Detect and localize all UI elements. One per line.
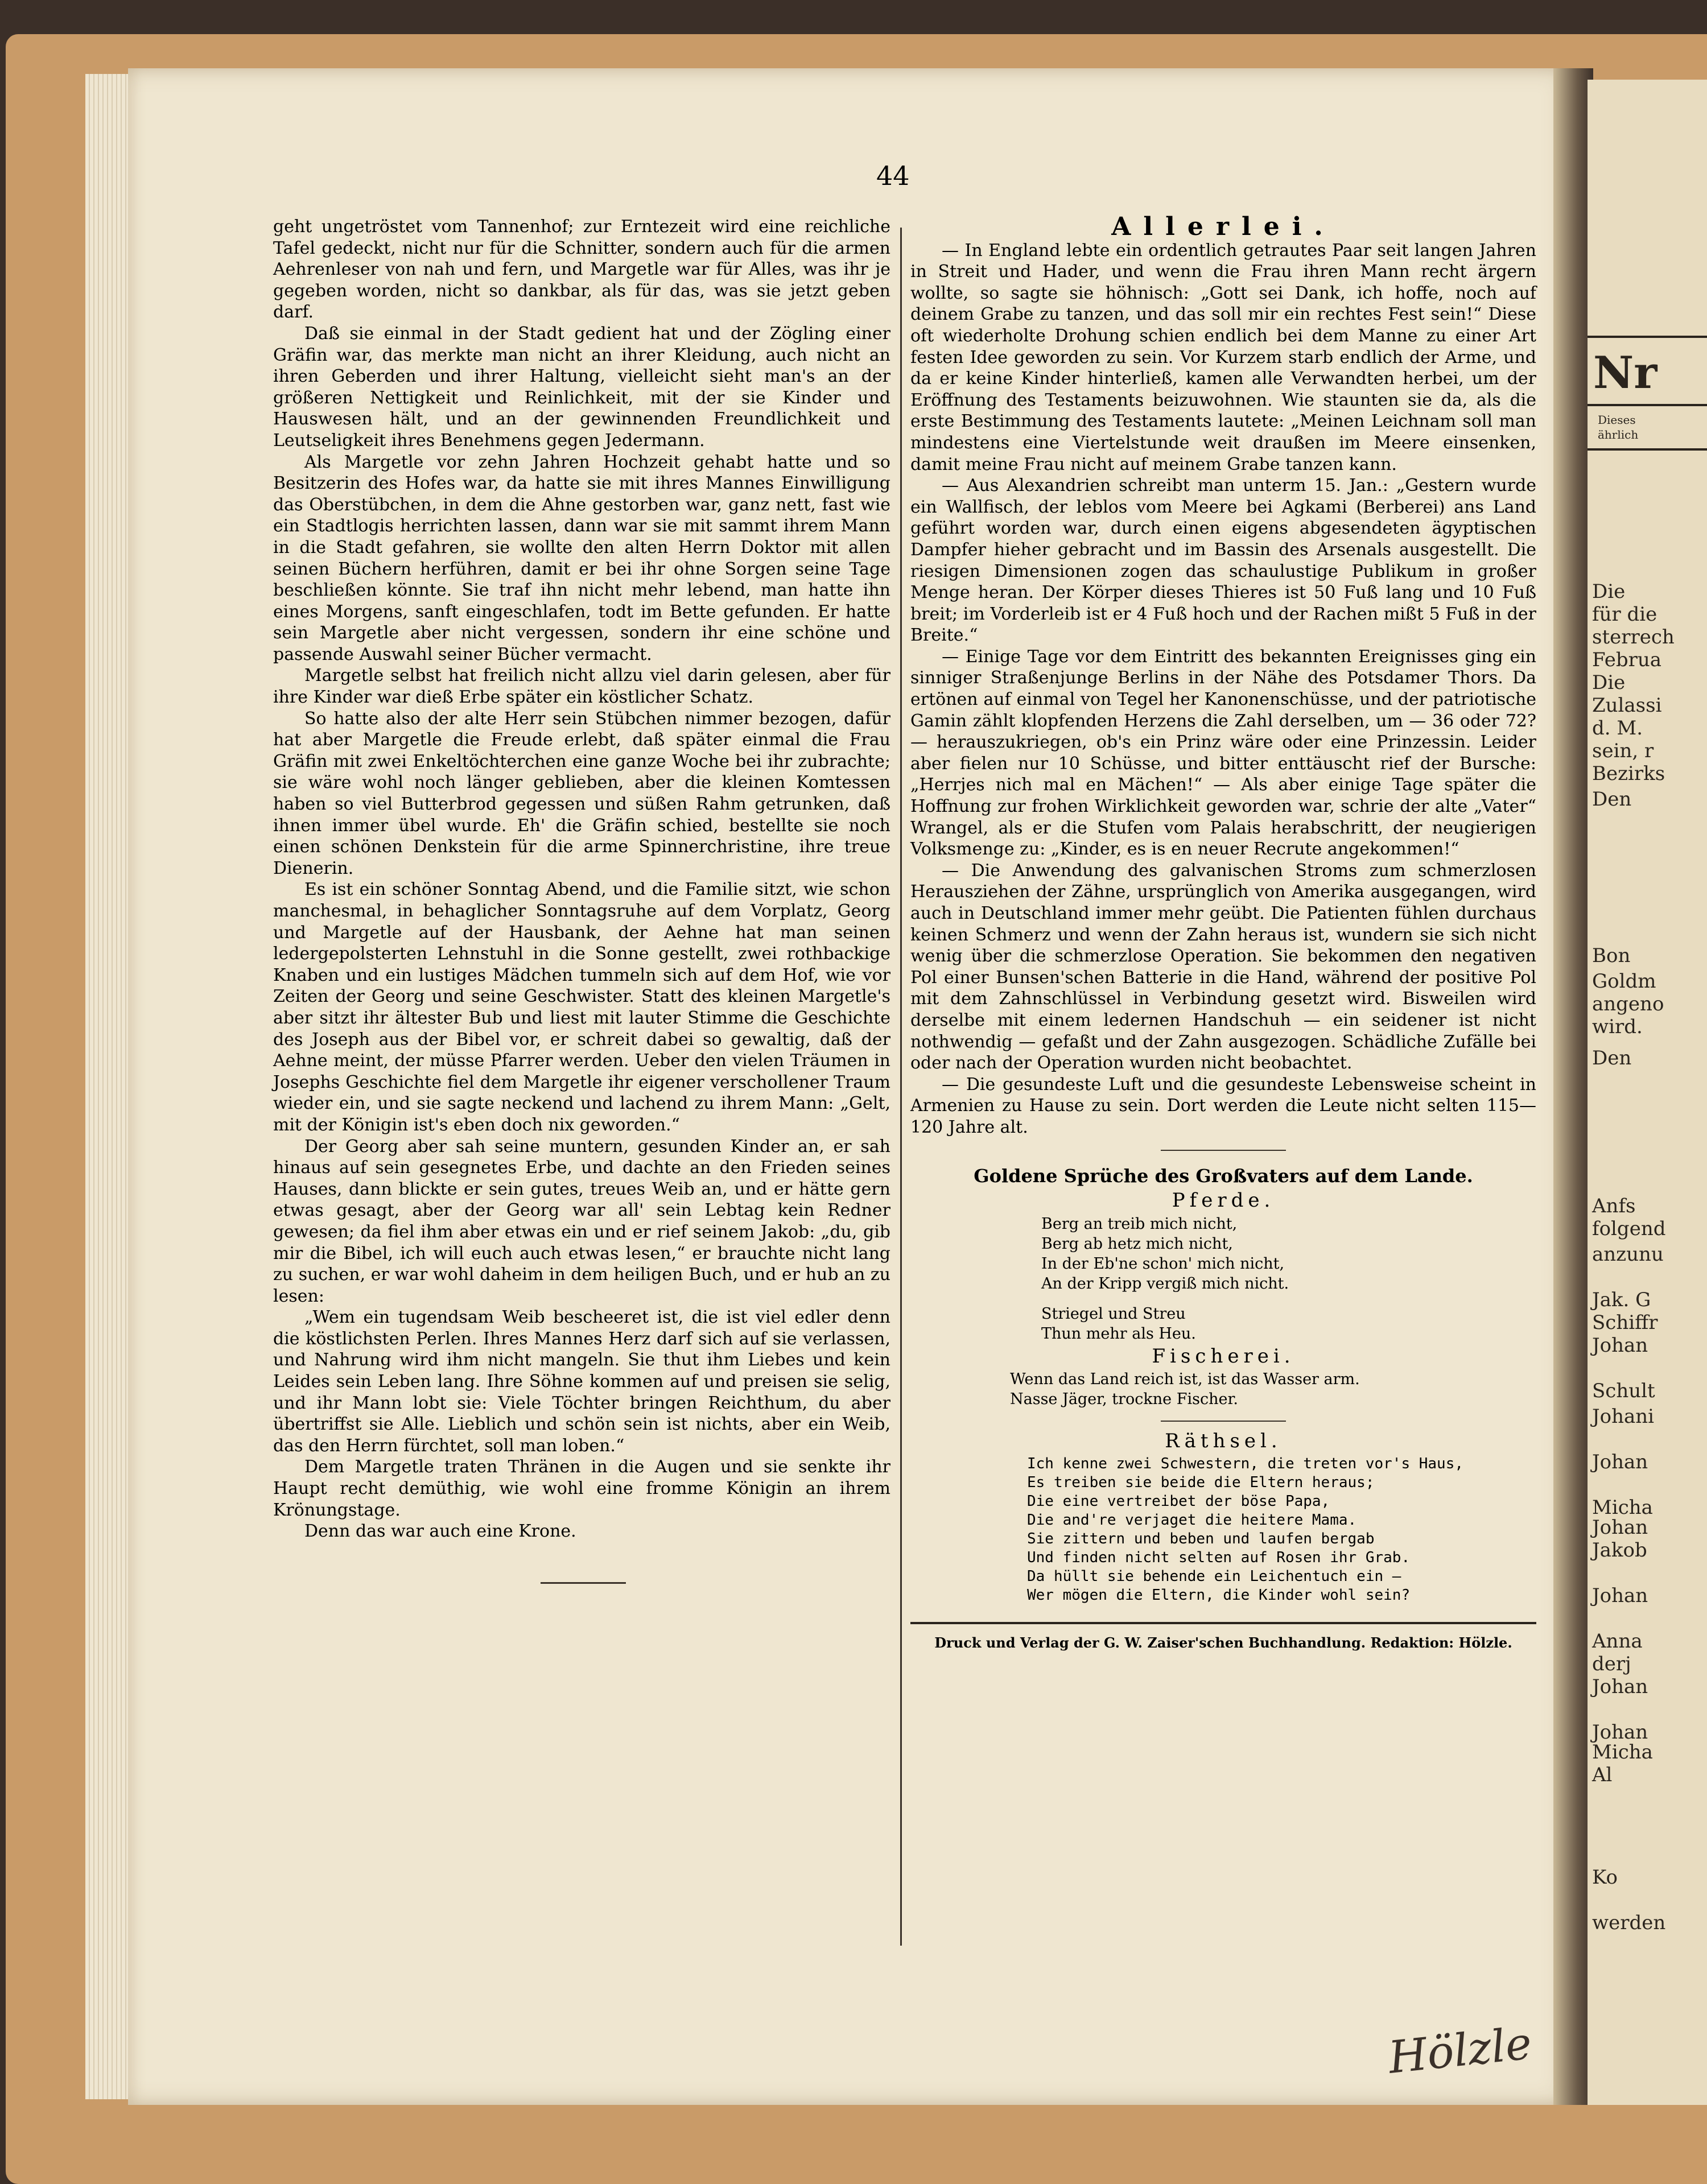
sayings-title: Goldene Sprüche des Großvaters auf dem Lande. — [974, 1165, 1473, 1187]
riddle-line: Die eine vertreibet der böse Papa, — [1027, 1492, 1330, 1510]
next-page-fragment: Micha — [1592, 1496, 1653, 1519]
riddle-title: Räthsel. — [1165, 1430, 1282, 1453]
next-page-edge — [1588, 80, 1707, 2105]
next-page-fragment: Bon — [1592, 944, 1631, 967]
next-page-fragment: folgend — [1592, 1217, 1666, 1240]
left-paragraph: Es ist ein schöner Sonntag Abend, und die Familie sitzt, wie schon manchesmal, in behaglicher Sonntagsruhe auf dem Vorplatz, Georg und Margetle auf der Hausbank, der Aehne hat man seinen ledergepolsterten Lehnstuhl in die Sonne gestellt, zwei rothbackige Knaben und ein lustiges Mädchen tummeln sich auf dem Hof, wie vor Zeiten der Georg und seine Geschwister. Statt des kleinen Margetle's aber sitzt ihr ältester Bub und liest mit lauter Stimme die Geschichte des Joseph aus der Bibel vor, er schreit dabei so gewaltig, daß der Aehne meint, der müsse Pfarrer werden. Ueber den vielen Träumen in Josephs Geschichte fiel dem Margetle ihr eigener verschollener Traum wieder ein, und sie sagte neckend und lachend zu ihrem Mann: „Gelt, mit der Königin ist's eben doch nix geworden.“ — [273, 880, 890, 1135]
next-page-fragment: Johan — [1592, 1451, 1648, 1473]
np-small-line: ährlich — [1598, 428, 1639, 441]
next-page-fragment: Johan — [1592, 1516, 1648, 1539]
bible-quote: „Wem ein tugendsam Weib bescheeret ist, die ist viel edler denn die köstlichsten Perlen. Ihres Mannes Herz darf sich auf sie verlassen, und Nahrung wird ihm nicht mangeln. Sie thut ihm Liebes und kein Leides sein Leben lang. Ihre Söhne kommen auf und preisen sie selig, und ihr Mann lobt sie: Viele Töchter bringen Reichthum, du aber übertriffst sie Alle. Lieblich und schön sein ist nichts, aber ein Weib, das den Herrn fürchtet, soll man loben.“ — [273, 1307, 890, 1456]
horse-verse — [1041, 1214, 1536, 1344]
next-page-fragment: angeno — [1592, 993, 1664, 1015]
verse-line: Thun mehr als Heu. — [1041, 1324, 1196, 1343]
verse-line: Nasse Jäger, trockne Fischer. — [1010, 1390, 1238, 1409]
end-rule — [541, 1582, 626, 1584]
verse-line: Striegel und Streu — [1041, 1304, 1186, 1323]
next-page-fragment: Ko — [1592, 1866, 1618, 1889]
section-heading: Allerlei. — [1111, 212, 1335, 241]
left-column — [273, 216, 890, 1584]
next-page-fragment: Johan — [1592, 1721, 1648, 1744]
next-page-fragment: Micha — [1592, 1741, 1653, 1764]
imprint-rule — [910, 1622, 1536, 1624]
left-paragraph: Denn das war auch eine Krone. — [304, 1521, 576, 1542]
next-page-fragment: Jak. G — [1592, 1289, 1651, 1311]
left-paragraph: Als Margetle vor zehn Jahren Hochzeit gehabt hatte und so Besitzerin des Hofes war, da hatte sie mit ihres Mannes Einwilligung das Oberstübchen, in dem die Ahne gestorben war, ganz nett, fast wie ein Stadtlogis herrichten lassen, dann war sie mit sammt ihrem Mann in die Stadt gefahren, sie wollte den alten Herrn Doktor mit allen seinen Büchern herführen, damit er bei ihr ohne Sorgen seine Tage beschließen könnte. Sie traf ihn nicht mehr lebend, man hatte ihn eines Morgens, sanft eingeschlafen, todt im Bette gefunden. Er hatte sein Margetle aber nicht vergessen, sondern ihr eine schöne und passende Auswahl seiner Bücher vermacht. — [273, 452, 890, 664]
riddle-line: Und finden nicht selten auf Rosen ihr Grab. — [1027, 1549, 1411, 1566]
news-item: — Einige Tage vor dem Eintritt des bekannten Ereignisses ging ein sinniger Straßenjunge Berlins in der Nähe des Potsdamer Thors. Da ertönen auf einmal von Tegel her Kanonenschüsse, und der patriotische Gamin zählt klopfenden Herzens die Zahl derselben, um — 36 oder 72? — herauszukriegen, ob's ein Prinz wäre oder eine Prinzessin. Leider aber fielen nur 10 Schüsse, und bitter enttäuscht rief der Bursche: „Herrjes nich mal en Mächen!“ — Als aber einige Tage später die Hoffnung zur frohen Wirklichkeit geworden war, schrie der alte „Vater“ Wrangel, als er die Stufen vom Palais herabschritt, der neugierigen Volksmenge zu: „Kinder, es is en neuer Recrute angekommen!“ — [910, 646, 1536, 860]
next-page-fragment: Den — [1592, 788, 1632, 811]
np-rule — [1588, 448, 1707, 451]
page-number: 44 — [876, 160, 910, 191]
next-page-fragment: Den — [1592, 1047, 1632, 1070]
section-rule — [1161, 1421, 1286, 1422]
next-page-fragment: Johan — [1592, 1334, 1648, 1357]
left-paragraph: Daß sie einmal in der Stadt gedient hat und der Zögling einer Gräfin war, das merkte man nicht an ihrer Kleidung, auch nicht an ihren Geberden und ihrer Haltung, vielleicht sieht man's an der größeren Nettigkeit und Reinlichkeit, mit der sie Kinder und Hauswesen hält, und an der gewinnenden Freundlichkeit und Leutseligkeit ihres Benehmens gegen Jedermann. — [273, 323, 890, 451]
verse-line: An der Kripp vergiß mich nicht. — [1041, 1274, 1289, 1293]
next-page-fragment: d. M. — [1592, 717, 1643, 740]
np-rule — [1588, 336, 1707, 338]
fish-verse — [1010, 1369, 1536, 1409]
next-page-fragment: Die — [1592, 671, 1626, 694]
verse-line: In der Eb'ne schon' mich nicht, — [1041, 1254, 1285, 1273]
news-item: — Die gesundeste Luft und die gesundeste Lebensweise scheint in Armenien zu Hause zu sein. Dort werden die Leute nicht selten 115—120 Jahre alt. — [910, 1074, 1536, 1137]
next-page-fragment: Jakob — [1592, 1539, 1647, 1562]
riddle-line: Die and're verjaget die heitere Mama. — [1027, 1511, 1357, 1529]
np-small-line: Dieses — [1598, 413, 1636, 427]
next-page-fragment: Goldm — [1592, 970, 1656, 993]
left-paragraph: Der Georg aber sah seine muntern, gesunden Kinder an, er sah hinaus auf sein gesegnetes Erbe, und dachte an den Frieden seines Hauses, dann blickte er sein gutes, treues Weib an, und er hätte gern etwas gesagt, aber der Georg war all' sein Lebtag kein Redner gewesen; da fiel ihm aber etwas ein und er rief seinem Jakob: „du, gib mir die Bibel, ich will euch auch etwas lesen,“ er brauchte nicht lang zu suchen, er war wohl daheim in dem heiligen Buch, und er hub an zu lesen: — [273, 1136, 890, 1306]
next-page-fragment: werden — [1592, 1911, 1666, 1934]
next-page-fragment: Die — [1592, 580, 1626, 603]
horse-title: Pferde. — [1172, 1189, 1275, 1212]
next-page-fragment: Schiffr — [1592, 1311, 1658, 1334]
np-rule — [1588, 404, 1707, 406]
next-page-header: Nr — [1593, 347, 1657, 399]
next-page-fragment: Al — [1592, 1764, 1613, 1786]
next-page-fragment: Johan — [1592, 1675, 1648, 1698]
next-page-fragment: Anna — [1592, 1630, 1643, 1653]
next-page-fragment: Zulassi — [1592, 694, 1662, 717]
riddle-line: Es treiben sie beide die Eltern heraus; — [1027, 1473, 1375, 1491]
news-item: — In England lebte ein ordentlich getrautes Paar seit langen Jahren in Streit und Hader, und wenn die Frau ihren Mann recht ärgern wollte, so sagte sie höhnisch: „Gott sei Dank, ich hoffe, noch auf deinem Grabe zu tanzen, und das soll mir ein rechtes Fest sein!“ Diese oft wiederholte Drohung schien endlich bei dem Manne zu einer Art festen Idee geworden zu sein. Vor Kurzem starb endlich der Arme, und da er keine Kinder hinterließ, kamen alle Verwandten herbei, um der Eröffnung des Testaments beizuwohnen. Wie staunten sie da, als die erste Bestimmung des Testaments lautete: „Meinen Leichnam soll man mindestens eine Viertelstunde weit draußen im Meere einsenken, damit meine Frau nicht auf meinem Grabe tanzen kann. — [910, 240, 1536, 474]
left-paragraph: Dem Margetle traten Thränen in die Augen und sie senkte ihr Haupt recht demüthig, wie wohl eine fromme Königin an ihrem Krönungstage. — [273, 1457, 890, 1520]
imprint: Druck und Verlag der G. W. Zaiser'schen Buchhandlung. Redaktion: Hölzle. — [934, 1634, 1512, 1651]
news-item: — Aus Alexandrien schreibt man unterm 15. Jan.: „Gestern wurde ein Wallfisch, der leblos vom Meere bei Agkami (Berberei) ans Land geführt worden war, durch einen eigens abgesendeten ägyptischen Dampfer hieher gebracht und im Bassin des Arsenals ausgestellt. Die riesigen Dimensionen zogen das schaulustige Publikum in großer Menge heran. Der Körper dieses Thieres ist 50 Fuß lang und 10 Fuß breit; im Vorderleib ist er 4 Fuß hoch und der Rachen mißt 5 Fuß in der Breite.“ — [910, 476, 1536, 646]
next-page-fragment: wird. — [1592, 1015, 1643, 1038]
right-column — [910, 212, 1536, 1654]
next-page-fragment: sein, r — [1592, 740, 1654, 762]
next-page-fragment: Johan — [1592, 1584, 1648, 1607]
riddle-line: Sie zittern und beben und laufen bergab — [1027, 1530, 1375, 1547]
next-page-fragment: sterrech — [1592, 626, 1675, 649]
next-page-fragment: Bezirks — [1592, 762, 1665, 785]
left-paragraph: geht ungetröstet vom Tannenhof; zur Erntezeit wird eine reichliche Tafel gedeckt, nicht nur für die Schnitter, sondern auch für die armen Aehrenleser von nah und fern, und Margetle war für Alles, was ihr je gegeben worden, nicht so dankbar, als für das, was sie jetzt geben darf. — [273, 217, 890, 323]
next-page-fragment: Schult — [1592, 1380, 1655, 1402]
next-page-fragment: Anfs — [1592, 1195, 1636, 1217]
next-page-fragment: anzunu — [1592, 1243, 1664, 1266]
section-rule — [1161, 1150, 1286, 1151]
verse-line: Wenn das Land reich ist, ist das Wasser arm. — [1010, 1370, 1360, 1389]
next-page-fragment: Februa — [1592, 649, 1662, 671]
riddle-line: Wer mögen die Eltern, die Kinder wohl sein? — [1027, 1586, 1411, 1604]
riddle-verse — [1027, 1455, 1536, 1605]
news-item: — Die Anwendung des galvanischen Stroms zum schmerzlosen Herausziehen der Zähne, ursprünglich von Amerika ausgegangen, wird auch in Deutschland immer mehr geübt. Die Patienten fühlen durchaus keinen Schmerz und wenn der Zahn heraus ist, wundern sie sich nicht wenig über die schmerzlose Operation. Sie bekommen den negativen Pol einer Bunsen'schen Batterie in die Hand, während der positive Pol mit dem Zahnschlüssel in Verbindung gesetzt wird. Bisweilen wird derselbe mit einem ledernen Handschuh — ein seidener ist nicht nothwendig — gefaßt und der Zahn ausgezogen. Schädliche Zufälle bei oder nach der Operation wurden nicht beobachtet. — [910, 860, 1536, 1074]
verse-line: Berg ab hetz mich nicht, — [1041, 1235, 1233, 1253]
left-paragraph: Margetle selbst hat freilich nicht allzu viel darin gelesen, aber für ihre Kinder war dieß Erbe später ein köstlicher Schatz. — [273, 666, 890, 708]
left-paragraph: So hatte also der alte Herr sein Stübchen nimmer bezogen, dafür hat aber Margetle die Freude erlebt, daß später einmal die Frau Gräfin mit zwei Enkeltöchterchen eine ganze Woche bei ihr zubrachte; sie wäre wohl noch länger geblieben, aber die kleinen Komtessen haben so viel Butterbrod gegessen und süßen Rahm getrunken, daß ihnen immer übel wurde. Eh' die Gräfin schied, bestellte sie noch einen schönen Denkstein für die arme Spinnerchristine, ihre treue Dienerin. — [273, 708, 890, 878]
riddle-line: Da hüllt sie behende ein Leichentuch ein — — [1027, 1567, 1401, 1585]
next-page-fragment: für die — [1592, 603, 1657, 626]
column-divider — [900, 228, 902, 1946]
next-page-fragment: Johani — [1592, 1405, 1655, 1428]
riddle-line: Ich kenne zwei Schwestern, die treten vor's Haus, — [1027, 1455, 1464, 1472]
next-page-fragment: derj — [1592, 1653, 1631, 1675]
fish-title: Fischerei. — [1152, 1344, 1295, 1368]
verse-line: Berg an treib mich nicht, — [1041, 1215, 1238, 1233]
handwritten-signature: Hölzle — [1386, 2018, 1535, 2084]
